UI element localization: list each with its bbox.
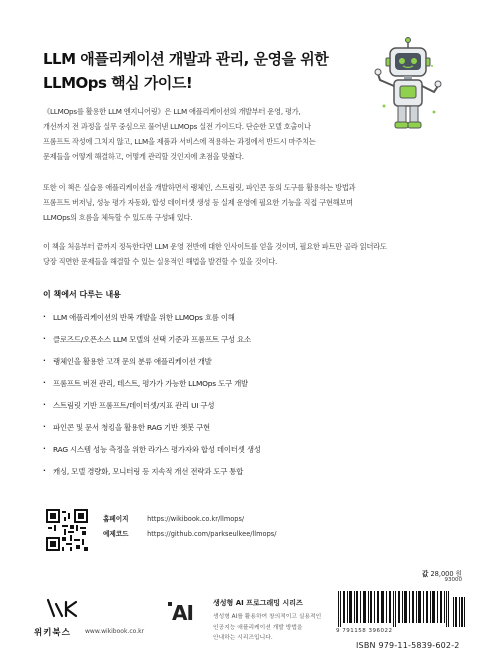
series-title: 생성형 AI 프로그래밍 시리즈 bbox=[213, 599, 303, 607]
paragraph-line: 《LLMOps를 활용한 LLM 엔지니어링》은 LLM 애플리케이션의 개발부터 운영, 평가, bbox=[43, 107, 301, 116]
series-desc-line: 안내하는 시리즈입니다. bbox=[213, 635, 273, 641]
topic-item bbox=[43, 444, 261, 466]
paragraph-line: 당장 직면한 문제들을 해결할 수 있는 실용적인 해법을 발견할 수 있을 것이다. bbox=[43, 257, 278, 266]
book-tagline bbox=[43, 47, 353, 95]
barcode-addon: 93000 bbox=[444, 577, 462, 583]
barcode-number: 9 791158 396022 bbox=[336, 628, 393, 634]
intro-paragraph bbox=[43, 104, 343, 164]
bullet-icon: · bbox=[43, 466, 46, 475]
bullet-icon: · bbox=[43, 422, 46, 431]
homepage-row bbox=[103, 512, 276, 527]
topic-text: 캐싱, 모델 경량화, 모니터링 등 지속적 개선 전략과 도구 통합 bbox=[53, 467, 244, 476]
publisher-logo-icon bbox=[42, 598, 80, 620]
paragraph-line: 이 책을 처음부터 끝까지 정독한다면 LLM 운영 전반에 대한 인사이트를 얻을 것이며, 필요한 파트만 골라 읽더라도 bbox=[43, 242, 387, 251]
topic-item bbox=[43, 378, 261, 400]
homepage-link[interactable]: https://wikibook.co.kr/llmops/ bbox=[147, 515, 245, 523]
code-link[interactable]: https://github.com/parkseulkee/llmops/ bbox=[147, 530, 277, 538]
paragraph-line: 또한 이 책은 실습용 애플리케이션을 개발하면서 랭체인, 스트림릿, 파인콘 등의 도구를 활용하는 방법과 bbox=[43, 183, 356, 192]
tagline-line-1: LLM 애플리케이션 개발과 관리, 운영을 위한 bbox=[43, 50, 329, 68]
topic-item bbox=[43, 400, 261, 422]
series-logo bbox=[172, 601, 193, 625]
topic-item bbox=[43, 466, 261, 488]
topics-list bbox=[43, 312, 261, 488]
bullet-icon: · bbox=[43, 444, 46, 453]
topic-text: RAG 시스템 성능 측정을 위한 라가스 평가자와 합성 데이터셋 생성 bbox=[53, 445, 261, 454]
topic-item bbox=[43, 312, 261, 334]
paragraph-line: 개선까지 전 과정을 실무 중심으로 풀어낸 LLMOps 실전 가이드다. 단순한 모델 호출이나 bbox=[43, 122, 311, 131]
price-unit: 원 bbox=[455, 570, 463, 578]
publisher-name: 위키북스 bbox=[34, 628, 71, 638]
code-row bbox=[103, 527, 276, 542]
qr-code-icon bbox=[46, 509, 88, 551]
topic-item bbox=[43, 334, 261, 356]
book-links bbox=[103, 512, 276, 542]
topics-heading: 이 책에서 다루는 내용 bbox=[43, 290, 121, 299]
bullet-icon: · bbox=[43, 378, 46, 387]
paragraph-line: LLMOps의 흐름을 체득할 수 있도록 구성돼 있다. bbox=[43, 213, 193, 222]
topic-text: 스트림릿 기반 프롬프트/데이터셋/지표 관리 UI 구성 bbox=[53, 401, 215, 410]
homepage-label: 홈페이지 bbox=[103, 515, 129, 523]
paragraph-line: 문제들을 어떻게 해결하고, 어떻게 관리할 것인지에 초점을 맞췄다. bbox=[43, 152, 244, 161]
bullet-icon: · bbox=[43, 356, 46, 365]
bullet-icon: · bbox=[43, 400, 46, 409]
topic-text: 프롬프트 버전 관리, 테스트, 평가가 가능한 LLMOps 도구 개발 bbox=[53, 379, 248, 388]
robot-illustration bbox=[372, 36, 444, 136]
third-paragraph bbox=[43, 239, 463, 269]
series-desc-line: 생성형 AI를 활용하여 창의적이고 실용적인 bbox=[213, 614, 322, 620]
series-desc-line: 인공지능 애플리케이션 개발 방법을 bbox=[213, 624, 303, 631]
topic-text: 랭체인을 활용한 고객 문의 분류 애플리케이션 개발 bbox=[53, 357, 212, 366]
tagline-line-2: LLMOps 핵심 가이드! bbox=[43, 74, 193, 92]
topic-text: 클로즈드/오픈소스 LLM 모델의 선택 기준과 프롬프트 구성 요소 bbox=[53, 335, 251, 344]
series-info bbox=[213, 598, 328, 644]
topic-item bbox=[43, 356, 261, 378]
isbn: ISBN 979-11-5839-602-2 bbox=[356, 641, 460, 650]
barcode-icon bbox=[336, 591, 466, 627]
price-label: 값 bbox=[422, 570, 429, 578]
bullet-icon: · bbox=[43, 334, 46, 343]
paragraph-line: 프롬프트 버저닝, 성능 평가 자동화, 합성 데이터셋 생성 등 실제 운영에 필요한 기능을 직접 구현해보며 bbox=[43, 198, 353, 207]
topic-item bbox=[43, 422, 261, 444]
second-paragraph bbox=[43, 180, 463, 225]
bullet-icon: · bbox=[43, 312, 46, 321]
price-amount: 28,000 bbox=[430, 570, 454, 578]
topic-text: 파인콘 및 문서 청킹을 활용한 RAG 기반 챗봇 구현 bbox=[53, 423, 210, 432]
topic-text: LLM 애플리케이션의 반복 개발을 위한 LLMOps 흐름 이해 bbox=[53, 313, 235, 322]
series-logo-mark-icon bbox=[168, 602, 172, 606]
publisher-url[interactable]: www.wikibook.co.kr bbox=[85, 628, 145, 635]
series-description bbox=[213, 612, 328, 644]
paragraph-line: 프롬프트 작성에 그치지 않고, LLM을 제품과 서비스에 적용하는 과정에서 반드시 마주치는 bbox=[43, 137, 316, 146]
series-logo-text: AI bbox=[172, 601, 193, 625]
code-label: 예제코드 bbox=[103, 530, 129, 538]
